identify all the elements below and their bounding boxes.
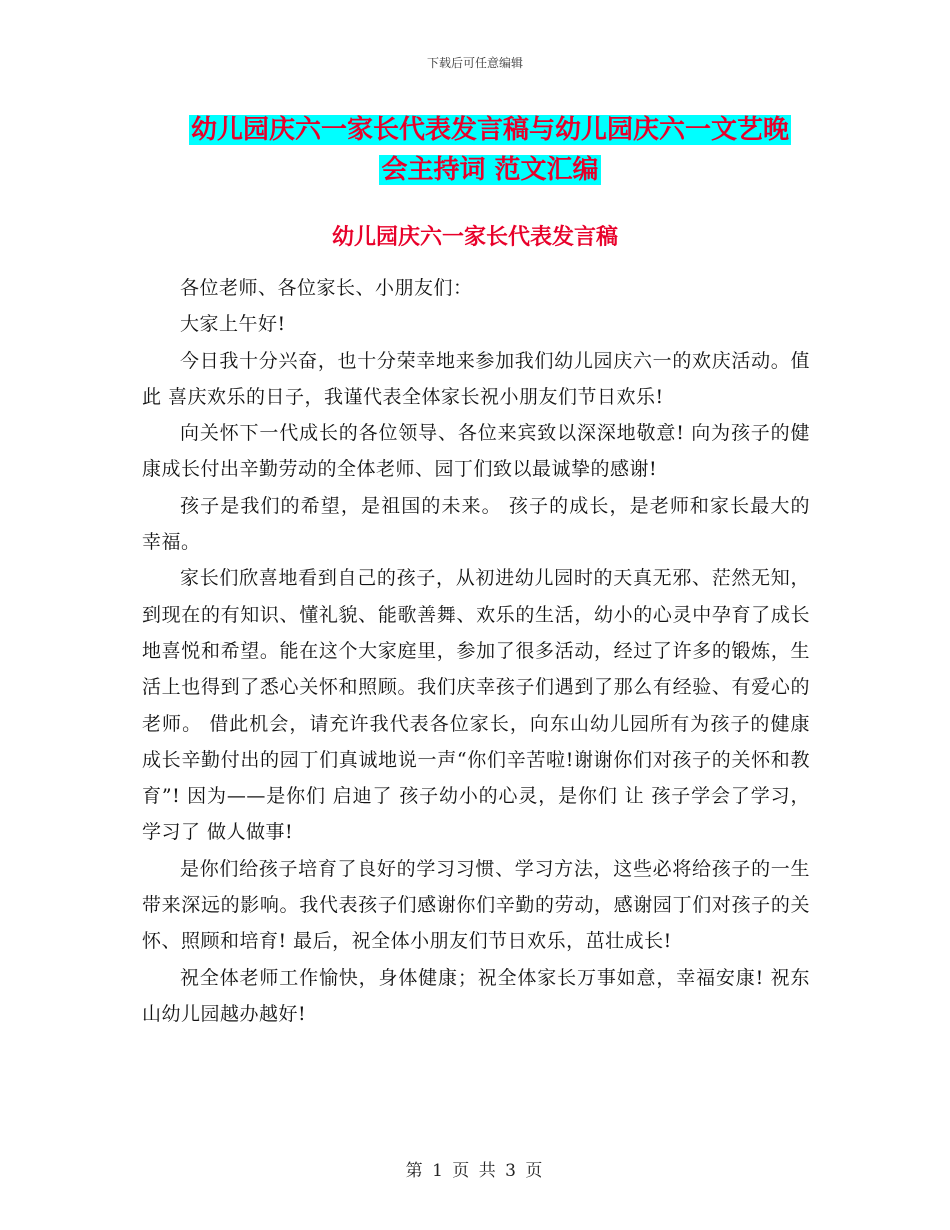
header-note: 下载后可任意编辑 (426, 56, 523, 70)
body-text (142, 270, 810, 1032)
paragraph: 今日我十分兴奋，也十分荣幸地来参加我们幼儿园庆六一的欢庆活动。值此 喜庆欢乐的日子，我谨代表全体家长祝小朋友们节日欢乐! (142, 349, 810, 408)
paragraph: 向关怀下一代成长的各位领导、各位来宾致以深深地敬意! 向为孩子的健康成长付出辛勤劳动的全体老师、园丁们致以最诚挚的感谢! (142, 422, 810, 481)
paragraph: 家长们欣喜地看到自己的孩子，从初进幼儿园时的天真无邪、茫然无知，到现在的有知识、懂礼貌、能歌善舞、欢乐的生活，幼小的心灵中孕育了成长地喜悦和希望。能在这个大家庭里，参加了很多活动，经过了许多的锻炼，生活上也得到了悉心关怀和照顾。我们庆幸孩子们遇到了那么有经验、有爱心的老师。 借此机会，请充许我代表各位家长，向东山幼儿园所有为孩子的健康成长辛勤付出的园丁们真诚地说一声“你们辛苦啦!谢谢你们对孩子的关怀和教育”! 因为——是你们 启迪了 孩子幼小的心灵，是你们 让 孩子学会了学习，学习了 做人做事! (142, 567, 810, 844)
paragraph: 是你们给孩子培育了良好的学习习惯、学习方法，这些必将给孩子的一生带来深远的影响。我代表孩子们感谢你们辛勤的劳动，感谢园丁们对孩子的关怀、照顾和培育! 最后，祝全体小朋友们节日欢乐，茁壮成长! (142, 857, 810, 953)
paragraph: 孩子是我们的希望，是祖国的未来。 孩子的成长，是老师和家长最大的幸福。 (142, 494, 810, 554)
title-line-1: 幼儿园庆六一家长代表发言稿与幼儿园庆六一文艺晚 (190, 115, 789, 145)
section-title: 幼儿园庆六一家长代表发言稿 (331, 225, 618, 250)
page-footer: 第 1 页 共 3 页 (405, 1161, 545, 1181)
paragraph: 祝全体老师工作愉快，身体健康；祝全体家长万事如意，幸福安康! 祝东山幼儿园越办越好! (142, 966, 810, 1025)
paragraph: 大家上午好! (180, 313, 286, 336)
title-line-2: 会主持词 范文汇编 (381, 155, 599, 185)
document-title (150, 110, 830, 190)
paragraph: 各位老师、各位家长、小朋友们： (180, 277, 473, 299)
